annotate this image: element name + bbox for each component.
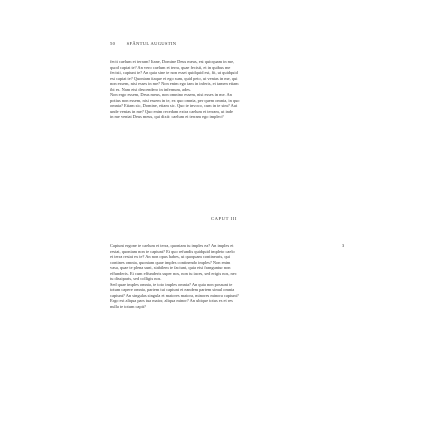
- chapter-heading: CAPUT III: [210, 216, 238, 221]
- text-line: effunderis. Et cum effunderis super nos, non tu iaces, sed erigis nos, nec: [110, 270, 237, 276]
- page-number: 50: [110, 41, 116, 46]
- text-line: et terra restat ex te? An non opus habes, ut quoquam continearis, qui: [110, 254, 230, 260]
- text-line: vasa, quae te plena sunt, stabilem te faciunt, quia etsi franguntur non: [110, 265, 231, 271]
- text-line: fecisti, capiunt te? An quia sine te non esset quidquid est, fit, ut quidquid: [110, 70, 238, 76]
- text-line: nulla te totum capit?: [110, 304, 146, 310]
- running-header: [110, 41, 176, 46]
- text-line: restat, quoniam non te capiunt? Et quo refundis quidquid impleto caelo: [110, 248, 235, 254]
- text-line: in me veniat Deus meus, qui dixit: caelum et terram ego impleo?: [110, 114, 224, 120]
- text-block-2: [110, 243, 338, 310]
- text-line: omnia? Etiam sic, Domine, etiam sic. Quo te invoco, cum in te sim? Aut: [110, 103, 238, 109]
- margin-section-number: 3: [342, 243, 345, 248]
- text-line: tu dissiparis, sed colligis nos.: [110, 276, 162, 282]
- text-block-1: [110, 59, 338, 120]
- text-line: non essem, nisi esses in me? Non enim ego iam in inferis, et tamen etiam: [110, 81, 239, 87]
- text-line: quod capiat te? An vero caelum et terra, quae fecisti, et in quibus me: [110, 64, 231, 70]
- text-line: unde venias in me? Quo enim recedam extra caelum et terram, ut inde: [110, 108, 234, 114]
- text-line: Sed quae imples omnia, te toto imples omnia? An quia non possunt te: [110, 281, 233, 287]
- running-title: SFÂNTUL AUGUSTIN: [126, 41, 177, 46]
- text-line: ibi es. Nam etsi descendero in infernum, ades.: [110, 86, 191, 92]
- text-line: Capiunt ergone te caelum et terra, quoniam tu imples ea? An imples et: [110, 243, 234, 248]
- text-line: Non ergo essem, Deus meus, non omnino essem, nisi esses in me. An: [110, 92, 232, 98]
- text-line: capiunt? An singulas singula et maiores maiora, minores minora capiunt?: [110, 292, 239, 298]
- text-line: potius non essem, nisi essem in te, ex quo omnia, per quem omnia, in quo: [110, 97, 240, 103]
- text-line: est capiat te? Quoniam itaque et ego sum, quid peto, ut venias in me, qui: [110, 75, 238, 81]
- text-line: fecit caelum et terram! Itane, Domine Deus meus, est quicquam in me,: [110, 59, 235, 64]
- text-line: Ergo est aliqua pars tua maior, aliqua minor? An ubique totus es et res: [110, 298, 233, 304]
- text-line: totum capere omnia, partem tui capiunt et eandem partem simul omnia: [110, 287, 235, 293]
- text-line: contines omnia, quoniam quae imples continendo imples? Non enim: [110, 259, 231, 265]
